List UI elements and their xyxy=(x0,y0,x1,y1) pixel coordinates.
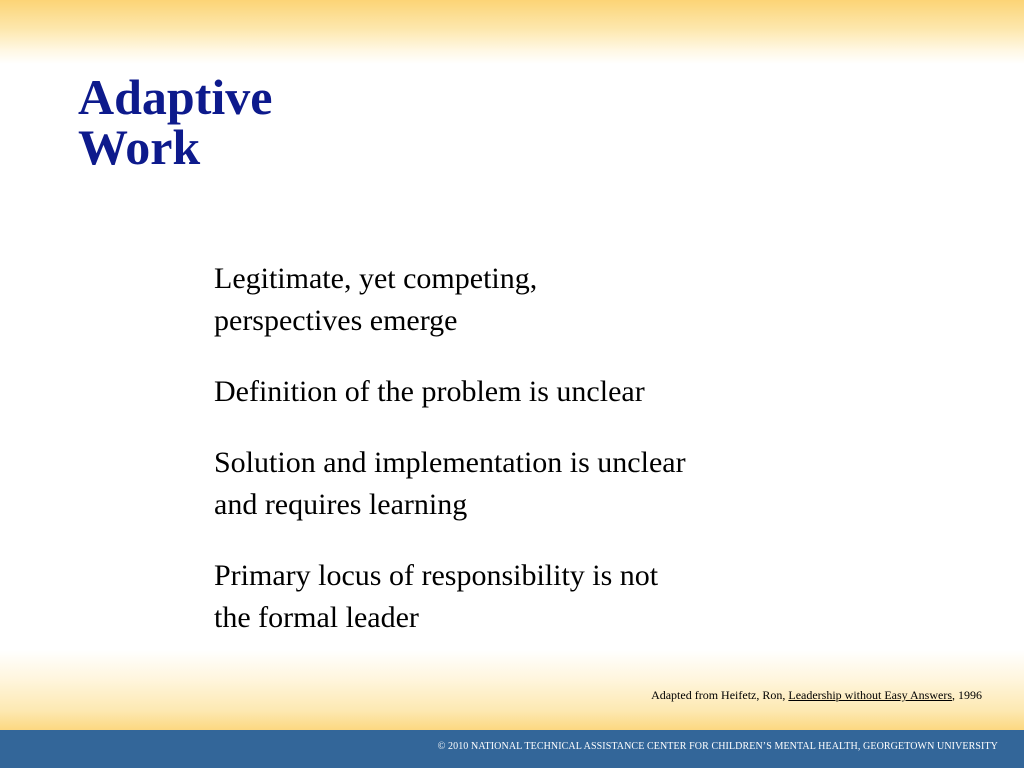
bullet-item xyxy=(214,555,814,639)
copyright-text: © 2010 NATIONAL TECHNICAL ASSISTANCE CENTER FOR CHILDREN’S MENTAL HEALTH, GEORGETOWN UNIVERSITY xyxy=(437,741,998,752)
slide-title xyxy=(78,69,273,175)
bullet-text-line: perspectives emerge xyxy=(214,304,458,337)
bullet-text-line: Definition of the problem is unclear xyxy=(214,375,645,408)
bullet-list xyxy=(214,258,814,668)
bullet-item xyxy=(214,371,814,413)
citation-prefix: Adapted from Heifetz, Ron, xyxy=(651,688,789,702)
slide-title-line-2: Work xyxy=(78,119,201,175)
bullet-text-line: Solution and implementation is unclear xyxy=(214,446,686,479)
top-gradient-band xyxy=(0,0,1024,64)
bullet-text-line: Primary locus of responsibility is not xyxy=(214,559,659,592)
footer-bar xyxy=(0,730,1024,768)
citation xyxy=(651,688,982,703)
bullet-text-line: Legitimate, yet competing, xyxy=(214,262,538,295)
bullet-item xyxy=(214,442,814,526)
citation-book-title: Leadership without Easy Answers xyxy=(788,688,952,702)
bullet-text-line: the formal leader xyxy=(214,601,419,634)
bullet-text-line: and requires learning xyxy=(214,488,468,521)
slide-title-line-1: Adaptive xyxy=(78,69,273,125)
citation-suffix: , 1996 xyxy=(952,688,982,702)
bullet-item xyxy=(214,258,814,342)
